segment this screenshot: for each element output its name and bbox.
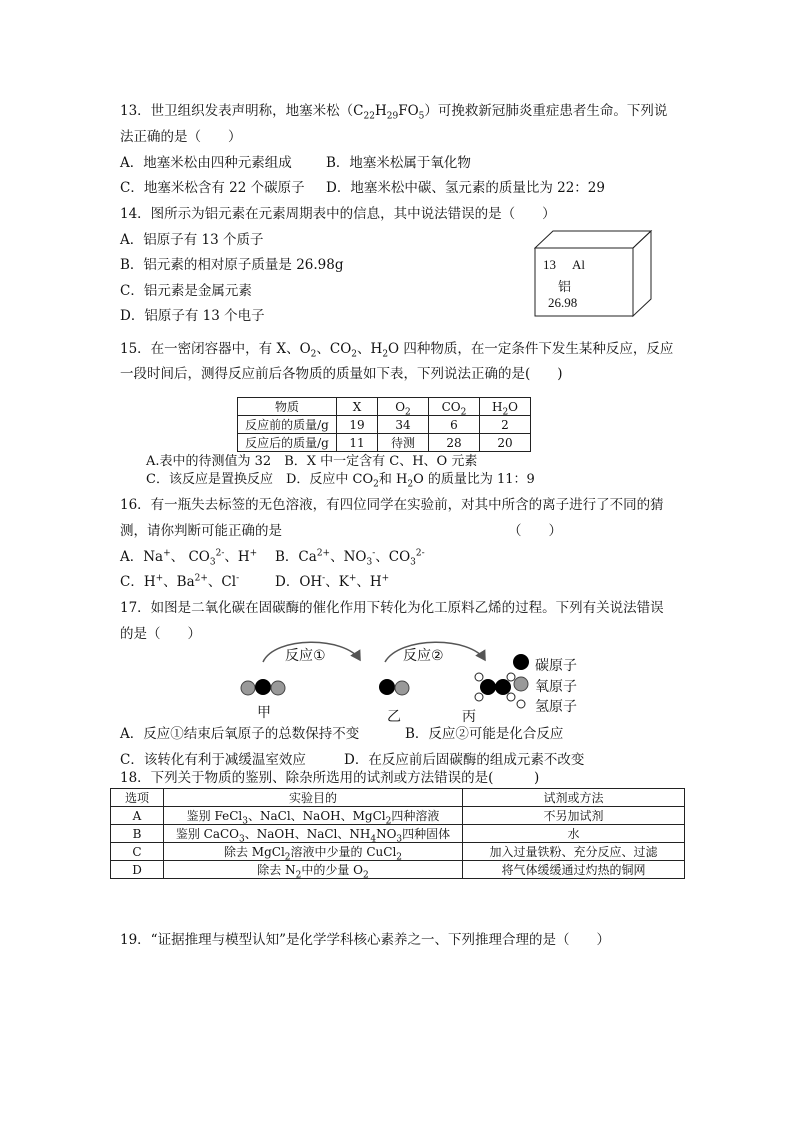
reaction2-label: 反应② — [403, 648, 444, 664]
q16-option-c: C．H+、$Ba^{2+}$、Cl- — [120, 573, 240, 590]
q19-stem: 19．“证据推理与模型认知”是化学学科核心素养之一、下列推理合理的是（ ） — [120, 932, 610, 948]
yi-label: 乙 — [387, 709, 401, 725]
q13-option-c: C．地塞米松含有 22 个碳原子 — [120, 180, 305, 196]
bing-label: 丙 — [462, 709, 476, 725]
bing-hydrogen-atom — [475, 673, 483, 681]
q15-options-ab: A.表中的待测值为 32 B．X 中一定含有 C、H、O 元素 — [146, 454, 478, 469]
table-cell: 待测 — [378, 434, 429, 452]
q13-option-d: D．地塞米松中碳、氢元素的质量比为 22：29 — [326, 180, 605, 196]
element-symbol: Al — [572, 257, 585, 272]
table-cell: 19 — [337, 416, 378, 434]
table-cell: D — [111, 861, 164, 879]
q17-option-d: D．在反应前后固碳酶的组成元素不改变 — [344, 752, 585, 768]
jia-carbon-atom — [255, 679, 271, 695]
reaction1-label: 反应① — [285, 648, 326, 664]
table-cell: 鉴别 FeCl$_3$、NaCl、NaOH、MgCl$_2$四种溶液 — [164, 807, 463, 825]
table-cell: 34 — [378, 416, 429, 434]
aluminum-element-box — [534, 230, 652, 316]
table-row — [111, 807, 685, 825]
table-header-cell: $CO_2$ — [429, 398, 480, 416]
table-row — [111, 843, 685, 861]
q14-option-c: C．铝元素是金属元素 — [120, 283, 252, 299]
bing-hydrogen-atom — [475, 693, 483, 701]
jia-label: 甲 — [257, 705, 271, 721]
table-row — [111, 825, 685, 843]
q16-option-b: B．$Ca^{2+}$、$NO_3^-$、$CO_3^{2-}$ — [275, 548, 425, 568]
q16-stem-line2: 测，请你判断可能正确的是 — [120, 523, 282, 539]
table-header-row — [111, 789, 685, 807]
legend-oxygen-label: 氧原子 — [535, 679, 577, 695]
q14-option-b: B．铝元素的相对原子质量是 26.98g — [120, 257, 344, 273]
table-header-cell: 试剂或方法 — [463, 789, 685, 807]
bing-carbon-atom — [480, 679, 496, 695]
table-cell: 除去 MgCl$_2$溶液中少量的 CuCl$_2$ — [164, 843, 463, 861]
legend-carbon-atom — [513, 654, 529, 670]
bing-hydrogen-atom — [507, 673, 515, 681]
table-header-cell: 选项 — [111, 789, 164, 807]
q17-stem-line1: 17．如图是二氧化碳在固碳酶的催化作用下转化为化工原料乙烯的过程。下列有关说法错误 — [120, 600, 664, 616]
table-row — [238, 416, 531, 434]
element-atomic-number: 13 — [543, 257, 556, 272]
table-header-cell: $O_2$ — [378, 398, 429, 416]
yi-carbon-atom — [379, 679, 395, 695]
element-name: 铝 — [558, 279, 572, 294]
q13-stem-line2: 法正确的是（ ） — [120, 129, 242, 145]
table-header-cell: $H_2O$ — [480, 398, 531, 416]
table-cell: 6 — [429, 416, 480, 434]
table-cell: 不另加试剂 — [463, 807, 685, 825]
legend-oxygen-atom — [514, 677, 528, 691]
table-header-cell: X — [337, 398, 378, 416]
bing-hydrogen-atom — [507, 693, 515, 701]
table-cell: B — [111, 825, 164, 843]
bing-carbon-atom — [495, 679, 511, 695]
table-cell: 11 — [337, 434, 378, 452]
table-cell: 鉴别 CaCO$_3$、NaOH、NaCl、$NH_4NO_3$四种固体 — [164, 825, 463, 843]
q18-table — [110, 788, 685, 879]
q16-stem-line1: 16．有一瓶失去标签的无色溶液，有四位同学在实验前，对其中所含的离子进行了不同的猜 — [120, 497, 664, 513]
q17-stem-line2: 的是（ ） — [120, 626, 201, 642]
table-cell: 20 — [480, 434, 531, 452]
table-header-cell: 物质 — [238, 398, 337, 416]
q14-option-a: A．铝原子有 13 个质子 — [120, 232, 264, 248]
q18-stem: 18．下列关于物质的鉴别、除杂所选用的试剂或方法错误的是( ) — [120, 770, 540, 786]
table-row — [111, 861, 685, 879]
yi-oxygen-atom — [395, 681, 409, 695]
q17-option-a: A．反应①结束后氧原子的总数保持不变 — [120, 726, 360, 742]
table-cell: 水 — [463, 825, 685, 843]
legend-hydrogen-label: 氢原子 — [535, 699, 577, 715]
q17-option-c: C．该转化有利于减缓温室效应 — [120, 752, 306, 768]
q17-option-b: B．反应②可能是化合反应 — [405, 726, 564, 742]
table-row — [238, 434, 531, 452]
q15-stem-line1: 15．在一密闭容器中，有 X、$O_2$、$CO_2$、$H_2O$ 四种物质，在一定条件下发生某种反应，反应 — [120, 341, 674, 360]
table-cell: 28 — [429, 434, 480, 452]
table-header-cell: 实验目的 — [164, 789, 463, 807]
legend-carbon-label: 碳原子 — [535, 658, 577, 674]
table-cell: 2 — [480, 416, 531, 434]
table-cell: 将气体缓缓通过灼热的铜网 — [463, 861, 685, 879]
q16-answer-paren: （ ） — [508, 523, 562, 539]
table-cell: A — [111, 807, 164, 825]
table-cell: C — [111, 843, 164, 861]
legend-hydrogen-atom — [517, 700, 525, 708]
element-atomic-mass: 26.98 — [548, 295, 578, 310]
q13-option-a: A．地塞米松由四种元素组成 — [120, 155, 292, 171]
q15-stem-line2: 一段时间后，测得反应前后各物质的质量如下表，下列说法正确的是( ) — [120, 366, 563, 382]
table-cell: 反应后的质量/g — [238, 434, 337, 452]
q14-option-d: D．铝原子有 13 个电子 — [120, 308, 265, 324]
q14-stem: 14．图所示为铝元素在元素周期表中的信息，其中说法错误的是（ ） — [120, 206, 556, 222]
table-cell: 加入过量铁粉、充分反应、过滤 — [463, 843, 685, 861]
q13-stem-line1: 13．世卫组织发表声明称，地塞米松$(C_{22}H_{29}FO_5)$可挽救新冠肺炎重症患者生命。下列说 — [120, 103, 668, 122]
q16-option-d: D．OH-、K+、H+ — [275, 573, 390, 590]
table-header-row — [238, 398, 531, 416]
table-cell: 除去 $N_2$中的少量 $O_2$ — [164, 861, 463, 879]
jia-oxygen-atom — [241, 681, 255, 695]
q13-option-b: B．地塞米松属于氧化物 — [326, 155, 471, 171]
q15-mass-table — [237, 397, 531, 452]
table-cell: 反应前的质量/g — [238, 416, 337, 434]
q17-reaction-diagram — [235, 630, 595, 725]
jia-oxygen-atom — [271, 681, 285, 695]
q15-options-cd: C．该反应是置换反应 D．反应中 $CO_2$和 $H_2O$ 的质量比为 11：9 — [146, 472, 535, 490]
q16-option-a: A．Na+、 $CO_3^{2-}$、H+ — [120, 548, 258, 568]
